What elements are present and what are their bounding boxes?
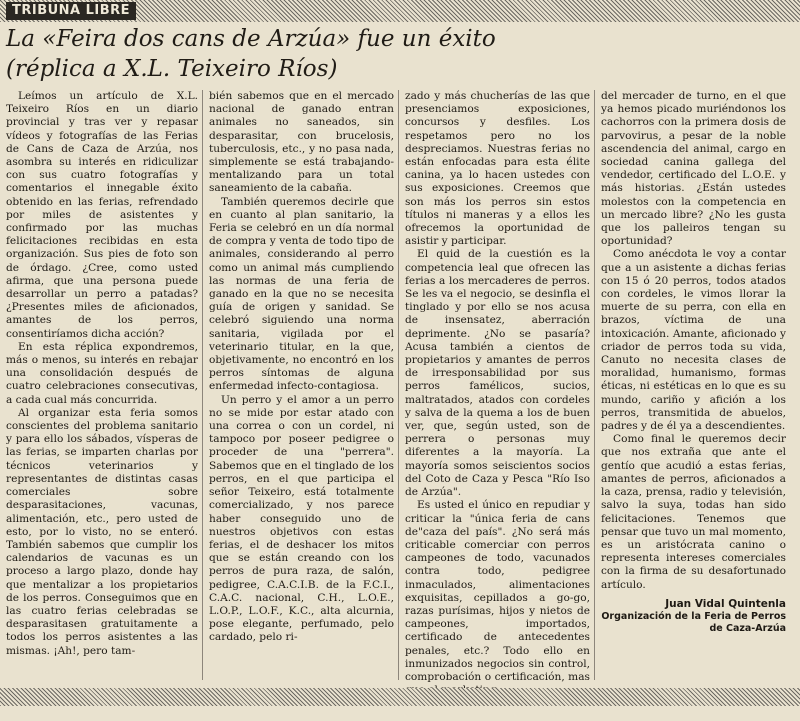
signature-name: Juan Vidal Quintenla — [665, 597, 786, 610]
paragraph: El quid de la cuestión es la competencia leal que ofrecen las ferias a los mercaderes de perros. Se les va el negocio, se desinfla el tinglado y por ello se nos acusa de insensatez, aberración deprimente. ¿No se pasaría? Acusa también a cientos de propietarios y amantes de perros de irresponsabilidad por sus perros famélicos, sucios, maltratados, atados con cordeles y salva de la quema a los de buen ver, que, según usted, son de perrera o personas muy diferentes a la mayoría. La mayoría somos seiscientos socios del Coto de Caza y Pesca "Río Iso de Arzúa". — [405, 248, 590, 499]
paragraph: bién sabemos que en el mercado nacional de ganado entran animales no saneados, sin desparasitar, con brucelosis, tuberculosis, etc., y no pasa nada, simplemente se está trabajando-mentalizando para un total saneamiento de la cabaña. — [209, 90, 394, 195]
paragraph: Como anécdota le voy a contar que a un asistente a dichas ferias con 15 ó 20 perros, todos atados con cordeles, le vimos llorar la muerte de su perra, con ella en brazos, víctima de una intoxicación. Amante, aficionado y criador de perros toda su vida, Canuto no necesita clases de moralidad, humanismo, formas éticas, ni estéticas en lo que es su mundo, cariño y afición a los perros, transmitida de abuelos, padres y de él ya a descendientes. — [601, 248, 786, 433]
section-header-bar — [0, 0, 800, 22]
signature-block — [601, 598, 786, 635]
paragraph: del mercader de turno, en el que ya hemos picado muriéndonos los cachorros con la primera dosis de parvovirus, a pesar de la noble ascendencia del animal, cargo en sociedad canina gallega del vendedor, certificado del L.O.E. y más historias. ¿Están ustedes molestos con la competencia en un mercado libre? ¿No les gusta que los palleiros tengan su oportunidad? — [601, 90, 786, 248]
column-2 — [202, 90, 398, 680]
paragraph: Como final le queremos decir que nos extraña que ante el gentío que acudió a estas ferias, amantes de perros, aficionados a la caza, prensa, radio y televisión, salvo la suya, todas han sido felicitaciones. Tenemos que pensar que tuvo un mal momento, es un aristócrata canino o representa intereses comerciales con la firma de su desafortunado artículo. — [601, 433, 786, 591]
paragraph: También queremos decirle que en cuanto al plan sanitario, la Feria se celebró en un día normal de compra y venta de todo tipo de animales, considerando al perro como un animal más cumpliendo las normas de una feria de ganado en la que no se necesita guía de origen y sanidad. Se celebró siguiendo una norma sanitaria, vigilada por el veterinario titular, en la que, objetivamente, no encontró en los perros síntomas de alguna enfermedad infecto-contagiosa. — [209, 195, 394, 393]
section-label: TRIBUNA LIBRE — [6, 2, 136, 20]
headline-line-2: (réplica a X.L. Teixeiro Ríos) — [6, 56, 338, 82]
column-1 — [6, 90, 202, 680]
signature-org-line-1: Organización de la Feria de Perros — [601, 610, 786, 622]
signature-org-line-2: de Caza-Arzúa — [709, 622, 786, 634]
paragraph: Un perro y el amor a un perro no se mide por estar atado con una correa o con un cordel, ni tampoco por poseer pedigree o proceder de una "perrera". Sabemos que en el tinglado de los perros, en el que participa el señor Teixeiro, está totalmente comercializado, y nos parece haber conseguido uno de nuestros objetivos con estas ferias, el de deshacer los mitos que se están creando con los perros de pura raza, de salón, pedigree, C.A.C.I.B. de la F.C.I., C.A.C. nacional, C.H., L.O.E., L.O.P., L.O.F., K.C., alta alcurnia, pose elegante, perfumado, pelo cardado, pelo ri- — [209, 393, 394, 644]
article-headline — [6, 24, 786, 84]
paragraph: Es usted el único en repudiar y criticar la "única feria de cans de"caza del país". ¿No será más criticable comerciar con perros campeones de todo, vacunados contra todo, pedigree inmaculados, alimentaciones exquisitas, cepillados a go-go, razas purísimas, hijos y nietos de campeones, importados, certificado de antecedentes penales, etc.? Todo ello en inmunizados negocios sin control, comprobación o certificación, mas — [405, 499, 590, 683]
column-3 — [398, 90, 594, 683]
article-columns — [6, 90, 790, 683]
paragraph: En esta réplica expondremos, más o menos, su interés en rebajar una consolidación después de cuatro celebraciones consecutivas, a cada cual más concurrida. — [6, 340, 198, 406]
headline-line-1: La «Feira dos cans de Arzúa» fue un éxito — [6, 26, 496, 52]
column-4 — [594, 90, 790, 680]
footer-pattern-bar — [0, 688, 800, 706]
paragraph: Leímos un artículo de X.L. Teixeiro Ríos en un diario provincial y tras ver y repasar vídeos y fotografías de las Ferias de Cans de Caza de Arzúa, nos asombra su interés en ridiculizar con sus cuatro fotografías y comentarios el innegable éxito obtenido en las ferias, refrendado por miles de asistentes y confirmado por las muchas felicitaciones recibidas en esta organización. Sus pies de foto son de órdago. ¿Cree, como usted afirma, que una persona puede desarrollar un perro a patadas? ¿Presentes miles de aficionados, amantes de los perros, consentiríamos dicha acción? — [6, 90, 198, 340]
paragraph: Al organizar esta feria somos conscientes del problema sanitario y para ello los sábados, vísperas de las ferias, se imparten charlas por técnicos veterinarios y representantes de distintas casas comerciales sobre desparasitaciones, vacunas, alimentación, etc., pero usted de esto, por lo visto, no se enteró. También sabemos que cumplir los calendarios de vacunas es un proceso a largo plazo, donde hay que mentalizar a los propietarios de los perros. Conseguimos que en las cuatro ferias celebradas se desparasitasen gratuitamente a todos los perros asistentes a las mismas. ¡Ah!, pero tam- — [6, 406, 198, 657]
paragraph: zado y más chucherías de las que presenciamos exposiciones, concursos y desfiles. Los respetamos pero no los despreciamos. Nuestras ferias no están enfocadas para esta élite canina, ya lo hacen ustedes con sus exposiciones. Creemos que son más los perros sin estos títulos ni maneras y a ellos les ofrecemos la oportunidad de asistir y participar. — [405, 90, 590, 248]
